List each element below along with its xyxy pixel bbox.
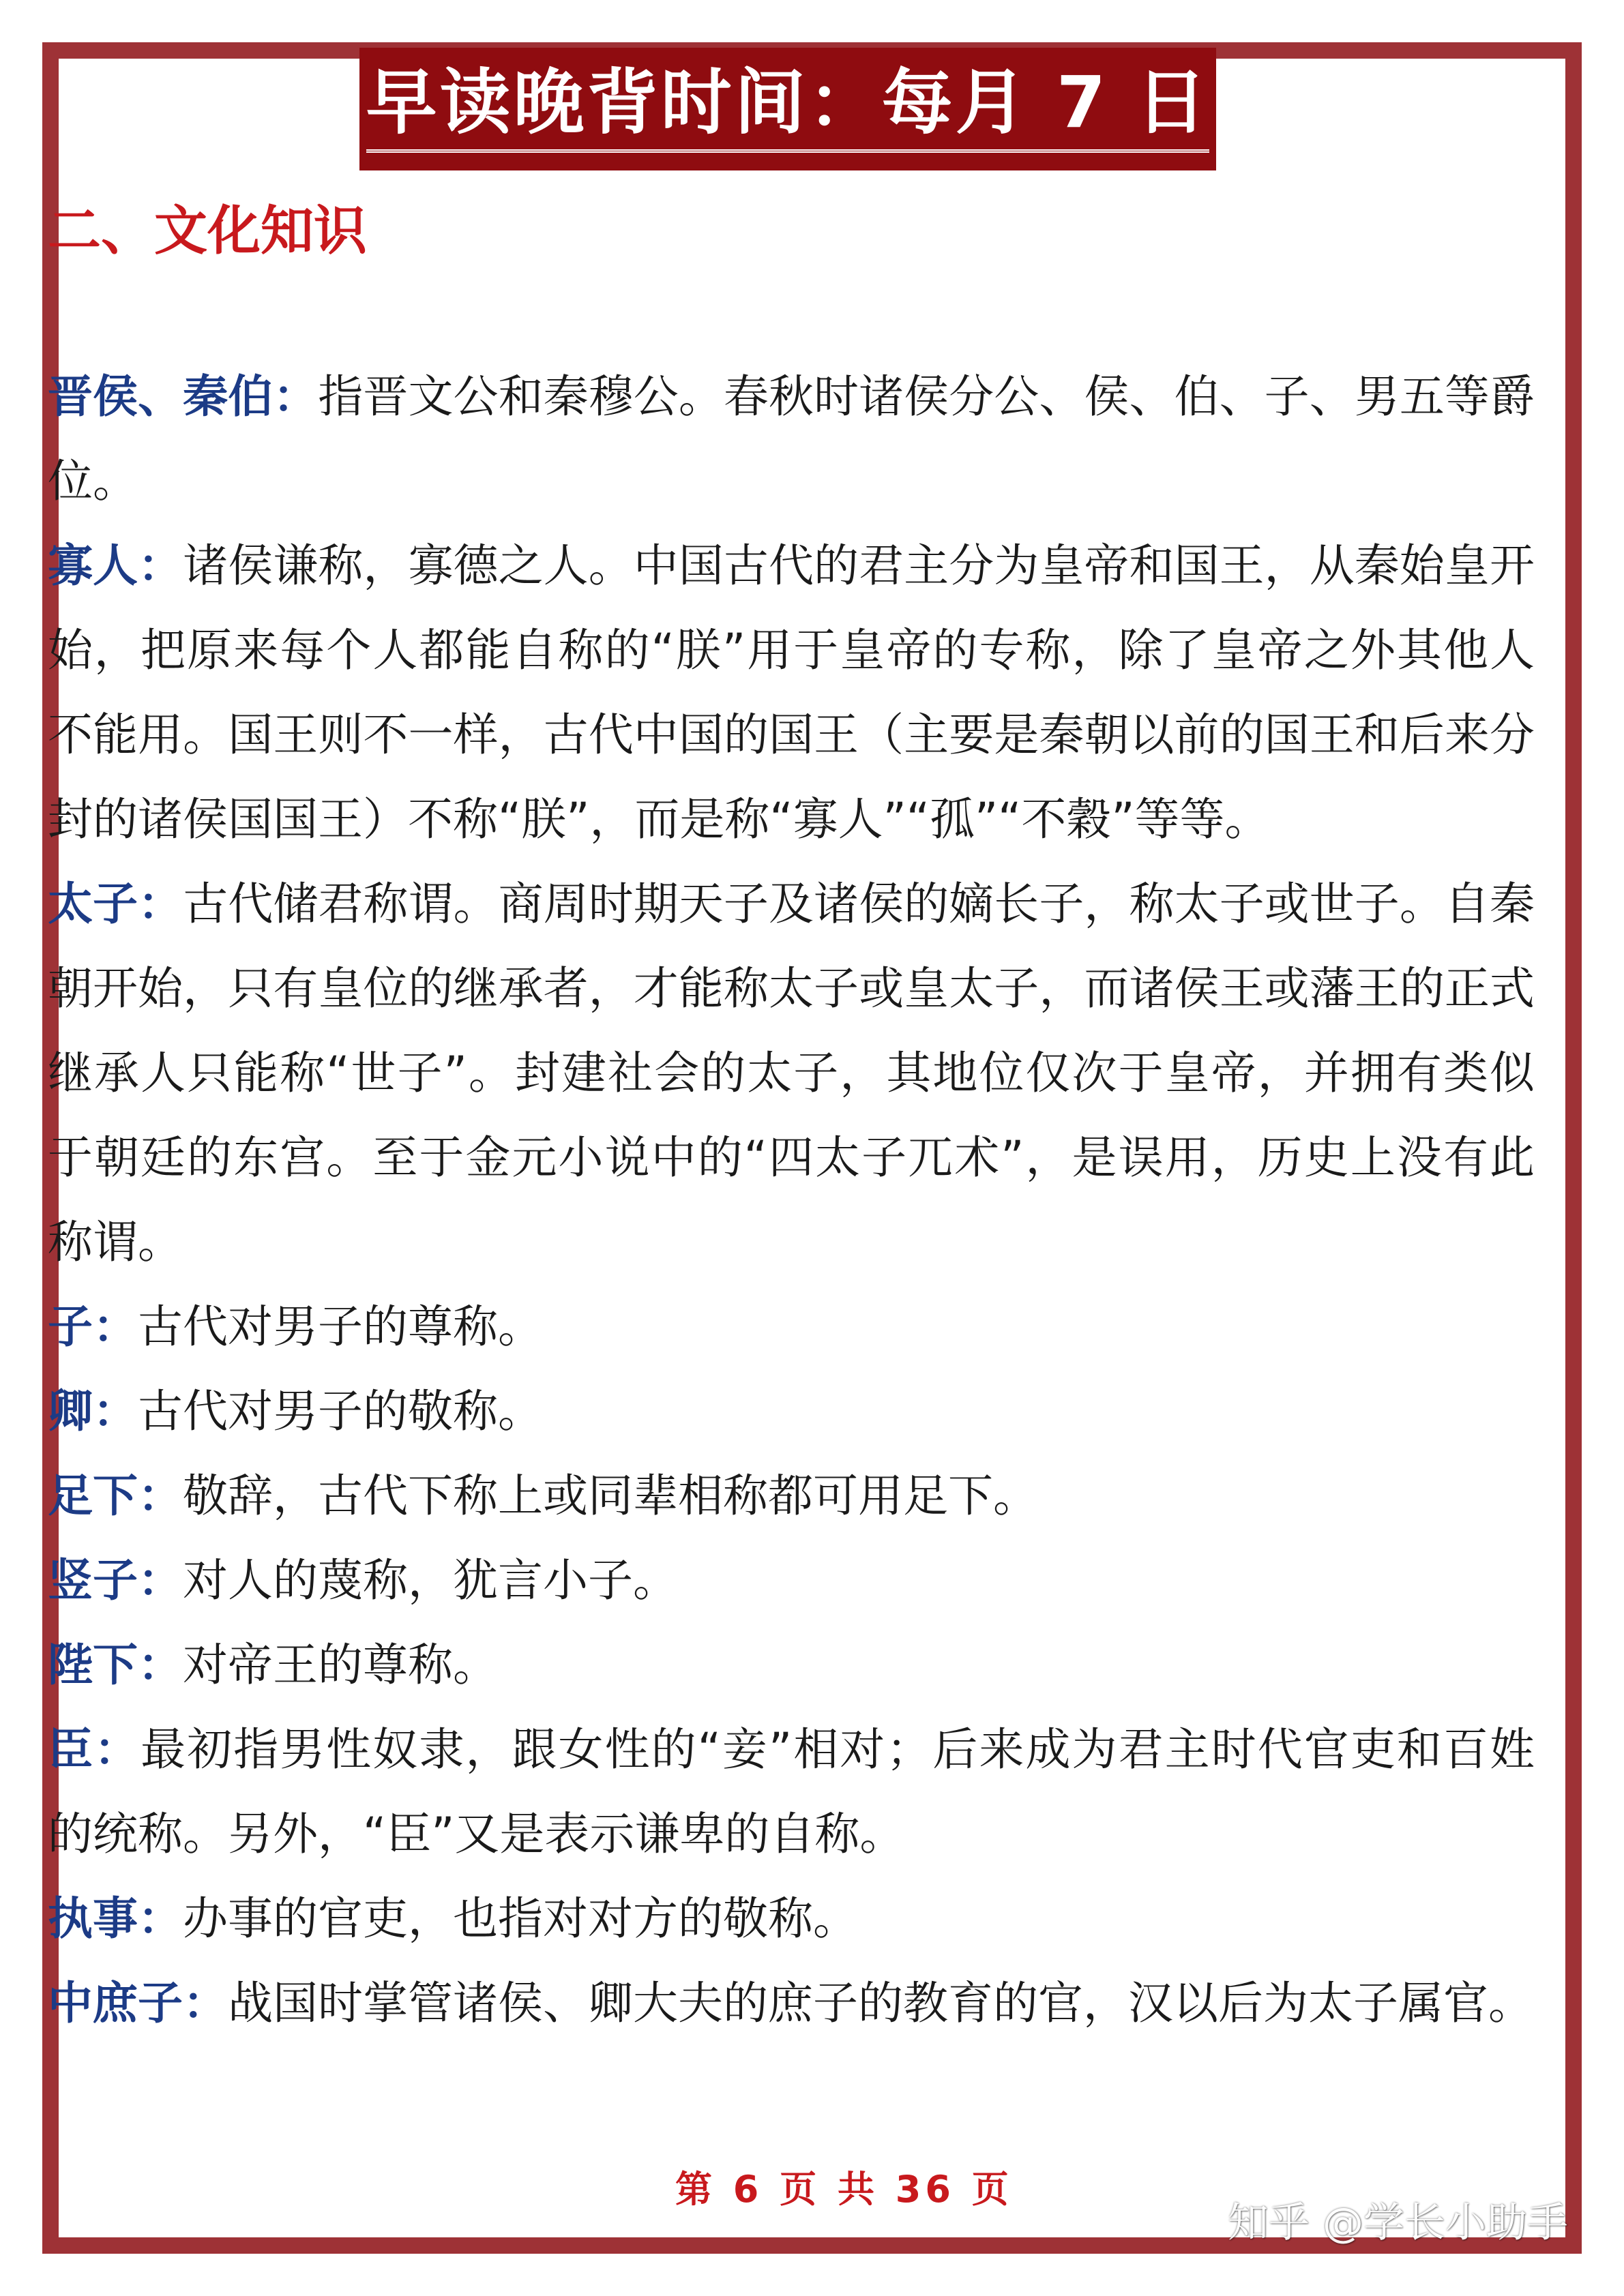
entry-term: 陛下： (48, 1639, 183, 1691)
entry-term: 足下： (48, 1470, 183, 1522)
entry-qing (48, 1369, 1535, 1454)
entry-text: 指晋文公和秦穆公。春秋时诸侯分公、侯、伯、子、男五等爵位。 (48, 370, 1535, 507)
entry-term: 执事： (48, 1892, 183, 1945)
entry-taizi (48, 862, 1535, 1285)
entry-text: 对人的蔑称，犹言小子。 (183, 1554, 678, 1607)
entries-list (48, 355, 1535, 2046)
entry-zi (48, 1285, 1535, 1369)
entry-text: 诸侯谦称，寡德之人。中国古代的君主分为皇帝和国王，从秦始皇开始，把原来每个人都能自称的“朕”用于皇帝的专称，除了皇帝之外其他人不能用。国王则不一样，古代中国的国王（主要是秦朝以前的国王和后来分封的诸侯国国王）不称“朕”，而是称“寡人”“孤”“不穀”等等。 (48, 539, 1535, 846)
entry-term: 中庶子： (48, 1977, 228, 2029)
entry-term: 卿： (48, 1385, 138, 1437)
entry-text: 古代对男子的敬称。 (138, 1385, 543, 1437)
entry-text: 办事的官吏，也指对对方的敬称。 (183, 1892, 858, 1945)
entry-zhishi (48, 1877, 1535, 1961)
entry-text: 对帝王的尊称。 (183, 1639, 498, 1691)
entry-text: 古代储君称谓。商周时期天子及诸侯的嫡长子，称太子或世子。自秦朝开始，只有皇位的继承者，才能称太子或皇太子，而诸侯王或藩王的正式继承人只能称“世子”。封建社会的太子，其地位仅次于皇帝，并拥有类似于朝廷的东宫。至于金元小说中的“四太子兀术”，是误用，历史上没有此称谓。 (48, 878, 1535, 1268)
entry-zhongshuzi (48, 1961, 1535, 2046)
entry-term: 子： (48, 1300, 138, 1353)
page-number: 第 6 页 共 36 页 (675, 2168, 1013, 2211)
entry-guaren (48, 524, 1535, 862)
entry-term: 臣： (48, 1723, 141, 1776)
section-title: 二、文化知识 (48, 200, 368, 262)
entry-term: 晋侯、秦伯： (48, 370, 319, 423)
entry-chen (48, 1708, 1535, 1877)
entry-term: 寡人： (48, 539, 183, 592)
entry-bixia (48, 1623, 1535, 1708)
entry-text: 古代对男子的尊称。 (138, 1300, 543, 1353)
entry-text: 最初指男性奴隶，跟女性的“妾”相对；后来成为君主时代官吏和百姓的统称。另外，“臣”又是表示谦卑的自称。 (48, 1723, 1535, 1860)
entry-zuxia (48, 1454, 1535, 1538)
zhihu-watermark: 知乎 @学长小助手 (1227, 2199, 1568, 2247)
entry-term: 竖子： (48, 1554, 183, 1607)
entry-jinhou-qinbo (48, 355, 1535, 524)
entry-shuzi (48, 1538, 1535, 1623)
entry-text: 敬辞，古代下称上或同辈相称都可用足下。 (183, 1470, 1038, 1522)
title-banner (359, 48, 1216, 170)
entry-text: 战国时掌管诸侯、卿大夫的庶子的教育的官，汉以后为太子属官。 (228, 1977, 1533, 2029)
banner-title: 早读晚背时间：每月 7 日 (366, 65, 1210, 153)
entry-term: 太子： (48, 878, 183, 930)
